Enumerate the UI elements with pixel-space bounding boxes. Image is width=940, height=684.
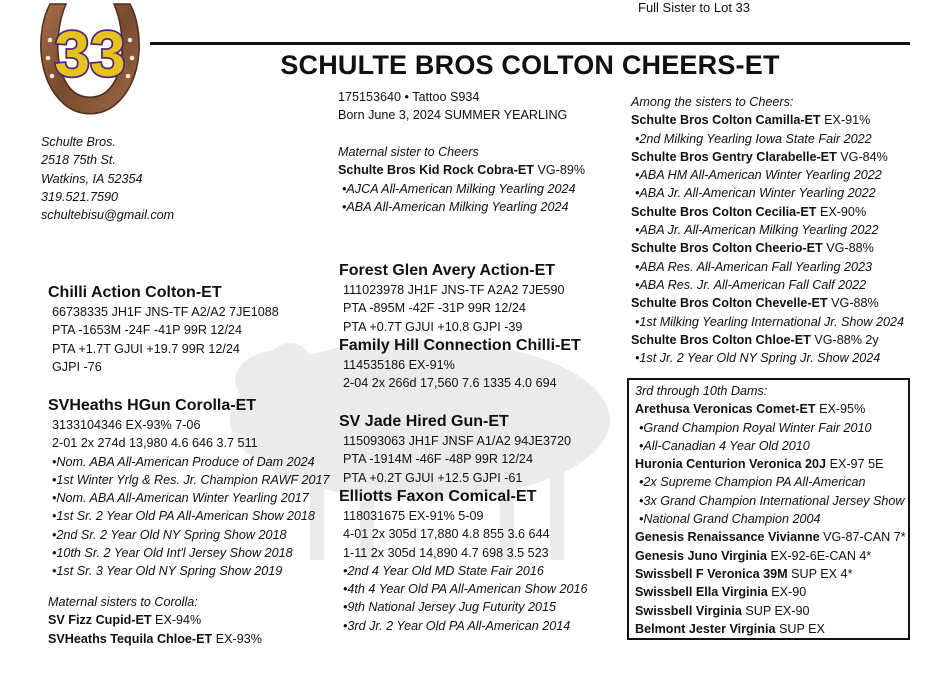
ancestor-dam-score: EX-95%	[819, 402, 866, 417]
sister-award: •ABA Jr. All-American Milking Yearling 2022	[635, 223, 879, 238]
maternal-sister-score: EX-93%	[215, 631, 262, 646]
ancestor-dam-entry	[635, 583, 906, 601]
dam-award: •Nom. ABA All-American Produce of Dam 2024	[52, 454, 315, 469]
ancestor-dam-entry	[635, 620, 906, 638]
sister-score: VG-88%	[826, 241, 874, 256]
dams-box-heading: 3rd through 10th Dams:	[635, 384, 768, 398]
animal-title: SCHULTE BROS COLTON CHEERS-ET	[280, 50, 780, 80]
dam-dam-line: 118031675 EX-91% 5-09	[343, 509, 484, 523]
ancestor-dam-score: SUP EX 4*	[791, 566, 853, 581]
dam-dam-block	[339, 487, 588, 635]
dam-dam-award: •3rd Jr. 2 Year Old PA All-American 2014	[343, 618, 571, 633]
dam-sire-block	[339, 412, 571, 487]
sister-award: •ABA HM All-American Winter Yearling 2022	[635, 168, 882, 183]
ancestor-dam-name: Swissbell Ella Virginia	[635, 585, 768, 600]
sire-dam-line: 2-04 2x 266d 17,560 7.6 1335 4.0 694	[343, 376, 557, 391]
dam-award: •Nom. ABA All-American Winter Yearling 2017	[52, 491, 309, 506]
full-sister-note: Full Sister to Lot 33	[638, 0, 750, 15]
dams-box-content	[635, 382, 906, 638]
dam-award: •1st Winter Yrlg & Res. Jr. Champion RAWF 2017	[52, 472, 330, 487]
ancestor-dam-name: Genesis Juno Virginia	[635, 548, 768, 563]
ancestor-dam-score: EX-90	[771, 585, 807, 600]
ancestor-dam-entry	[635, 455, 906, 473]
sire-line: PTA -1653M -24F -41P 99R 12/24	[52, 323, 242, 338]
ancestor-dam-score: SUP EX-90	[745, 603, 810, 618]
dam-award: •10th Sr. 2 Year Old Int'l Jersey Show 2018	[52, 546, 293, 561]
lot-number: 33	[54, 18, 126, 90]
maternal-sister-name: Schulte Bros Kid Rock Cobra-ET	[338, 163, 534, 178]
sister-score: VG-84%	[840, 149, 888, 164]
ancestor-dam-name: Belmont Jester Virginia	[635, 621, 776, 636]
dam-award: •2nd Sr. 2 Year Old NY Spring Show 2018	[52, 527, 287, 542]
dam-sire-line: PTA +0.2T GJUI +12.5 GJPI -61	[343, 470, 523, 485]
sister-name: Schulte Bros Gentry Clarabelle-ET	[631, 149, 837, 164]
breeder-street: 2518 75th St.	[41, 153, 116, 168]
dam-sire-line: PTA -1914M -46F -48P 99R 12/24	[343, 452, 533, 467]
sister-name: Schulte Bros Colton Chloe-ET	[631, 332, 811, 347]
breeder-block	[41, 133, 174, 224]
dam-name: SVHeaths HGun Corolla-ET	[48, 397, 257, 414]
sister-entry	[631, 111, 904, 129]
sister-entry	[631, 203, 904, 221]
ancestor-dam-score: VG-87-CAN 7*	[823, 530, 906, 545]
maternal-sister-entry	[48, 630, 262, 648]
dam-dam-award: •2nd 4 Year Old MD State Fair 2016	[343, 563, 544, 578]
sire-block	[48, 283, 279, 376]
sister-name: Schulte Bros Colton Cecilia-ET	[631, 204, 817, 219]
dam-award: •1st Sr. 2 Year Old PA All-American Show 2018	[52, 509, 315, 524]
sire-dam-name: Family Hill Connection Chilli-ET	[339, 337, 581, 354]
sisters-block	[631, 93, 904, 367]
sire-sire-block	[339, 261, 564, 336]
sister-name: Schulte Bros Colton Cheerio-ET	[631, 241, 823, 256]
breeder-email[interactable]: schultebisu@gmail.com	[41, 208, 175, 223]
ancestor-dam-name: Arethusa Veronicas Comet-ET	[635, 402, 816, 417]
dam-dam-line: 1-11 2x 305d 14,890 4.7 698 3.5 523	[343, 545, 549, 560]
dam-sire-name: SV Jade Hired Gun-ET	[339, 413, 509, 430]
breeder-city: Watkins, IA 52354	[41, 171, 143, 186]
maternal-sister-cheers	[338, 143, 585, 216]
ancestor-dam-award: •3x Grand Champion International Jersey Show	[639, 493, 905, 508]
sister-entry	[631, 331, 904, 349]
sister-name: Schulte Bros Colton Chevelle-ET	[631, 296, 828, 311]
dam-block	[48, 396, 330, 581]
sire-sire-line: PTA -895M -42F -31P 99R 12/24	[343, 301, 526, 316]
identity-block	[338, 88, 567, 125]
maternal-sister-entry	[338, 161, 585, 179]
breeder-phone: 319.521.7590	[41, 189, 119, 204]
sire-line: PTA +1.7T GJUI +19.7 99R 12/24	[52, 341, 240, 356]
sister-score: VG-88%	[831, 296, 879, 311]
dams-list	[635, 400, 906, 638]
dam-line: 2-01 2x 274d 13,980 4.6 646 3.7 511	[52, 436, 258, 451]
maternal-sisters-heading: Maternal sisters to Corolla:	[48, 595, 198, 609]
maternal-sister-name: SVHeaths Tequila Chloe-ET	[48, 631, 213, 646]
sire-name: Chilli Action Colton-ET	[48, 284, 222, 301]
lot-number-horseshoe-badge	[34, 0, 146, 120]
award-line: •AJCA All-American Milking Yearling 2024	[342, 181, 576, 196]
ancestor-dam-entry	[635, 528, 906, 546]
ancestor-dam-score: EX-97 5E	[829, 457, 884, 472]
header-rule	[150, 42, 910, 45]
dam-sire-line: 115093063 JH1F JNSF A1/A2 94JE3720	[343, 434, 572, 448]
sister-score: VG-88% 2y	[814, 332, 879, 347]
ancestor-dam-score: SUP EX	[778, 621, 825, 636]
dam-dam-award: •9th National Jersey Jug Futurity 2015	[343, 600, 557, 615]
dam-line: 3133104346 EX-93% 7-06	[52, 418, 201, 432]
sisters-list	[631, 111, 904, 367]
maternal-sisters-corolla	[48, 593, 262, 648]
ancestor-dam-entry	[635, 547, 906, 565]
sire-sire-line: 111023978 JH1F JNS-TF A2A2 7JE590	[343, 283, 565, 297]
maternal-sister-score: VG-89%	[537, 163, 586, 178]
maternal-sister-score: EX-94%	[155, 613, 202, 628]
sire-dam-block	[339, 336, 581, 393]
sister-entry	[631, 239, 904, 257]
ancestor-dam-name: Swissbell F Veronica 39M	[635, 566, 788, 581]
sire-sire-name: Forest Glen Avery Action-ET	[339, 262, 556, 279]
sister-award: •ABA Res. Jr. All-American Fall Calf 2022	[635, 277, 867, 292]
ancestor-dam-name: Huronia Centurion Veronica 20J	[635, 457, 827, 472]
dam-dam-line: 4-01 2x 305d 17,880 4.8 855 3.6 644	[343, 527, 550, 542]
ancestor-dam-score: EX-92-6E-CAN 4*	[770, 548, 872, 563]
maternal-sister-heading: Maternal sister to Cheers	[338, 145, 479, 159]
ancestor-dam-award: •National Grand Champion 2004	[639, 512, 821, 527]
maternal-sister-name: SV Fizz Cupid-ET	[48, 613, 152, 628]
sister-award: •2nd Milking Yearling Iowa State Fair 2022	[635, 131, 872, 146]
ancestor-dam-name: Swissbell Virginia	[635, 603, 742, 618]
ancestor-dam-entry	[635, 602, 906, 620]
dam-award: •1st Sr. 3 Year Old NY Spring Show 2019	[52, 564, 283, 579]
maternal-sister-entry	[48, 611, 262, 629]
ancestor-dam-entry	[635, 400, 906, 418]
ancestor-dam-entry	[635, 565, 906, 583]
sister-score: EX-90%	[819, 204, 867, 219]
sister-award: •ABA Res. All-American Fall Yearling 2023	[635, 259, 873, 274]
dam-dam-name: Elliotts Faxon Comical-ET	[339, 488, 537, 505]
breeder-name: Schulte Bros.	[41, 135, 116, 149]
award-line: •ABA All-American Milking Yearling 2024	[342, 199, 569, 214]
registration-line: 175153640 • Tattoo S934	[338, 90, 480, 104]
ancestor-dam-award: •All-Canadian 4 Year Old 2010	[639, 438, 810, 453]
sister-award: •1st Jr. 2 Year Old NY Spring Jr. Show 2024	[635, 351, 881, 366]
sister-name: Schulte Bros Colton Camilla-ET	[631, 113, 821, 128]
sister-award: •1st Milking Yearling International Jr. Show 2024	[635, 314, 905, 329]
sister-score: EX-91%	[824, 113, 871, 128]
sister-entry	[631, 148, 904, 166]
sire-line: 66738335 JH1F JNS-TF A2/A2 7JE1088	[52, 305, 279, 319]
ancestor-dam-award: •2x Supreme Champion PA All-American	[639, 475, 866, 490]
sire-line: GJPI -76	[52, 359, 102, 374]
sisters-heading: Among the sisters to Cheers:	[631, 95, 794, 109]
sister-award: •ABA Jr. All-American Winter Yearling 2022	[635, 186, 876, 201]
ancestor-dam-award: •Grand Champion Royal Winter Fair 2010	[639, 420, 872, 435]
sire-sire-line: PTA +0.7T GJUI +10.8 GJPI -39	[343, 319, 523, 334]
dam-dam-award: •4th 4 Year Old PA All-American Show 2016	[343, 582, 588, 597]
ancestor-dam-name: Genesis Renaissance Vivianne	[635, 530, 820, 545]
sister-entry	[631, 294, 904, 312]
born-line: Born June 3, 2024 SUMMER YEARLING	[338, 108, 568, 123]
sire-dam-line: 114535186 EX-91%	[343, 358, 455, 372]
